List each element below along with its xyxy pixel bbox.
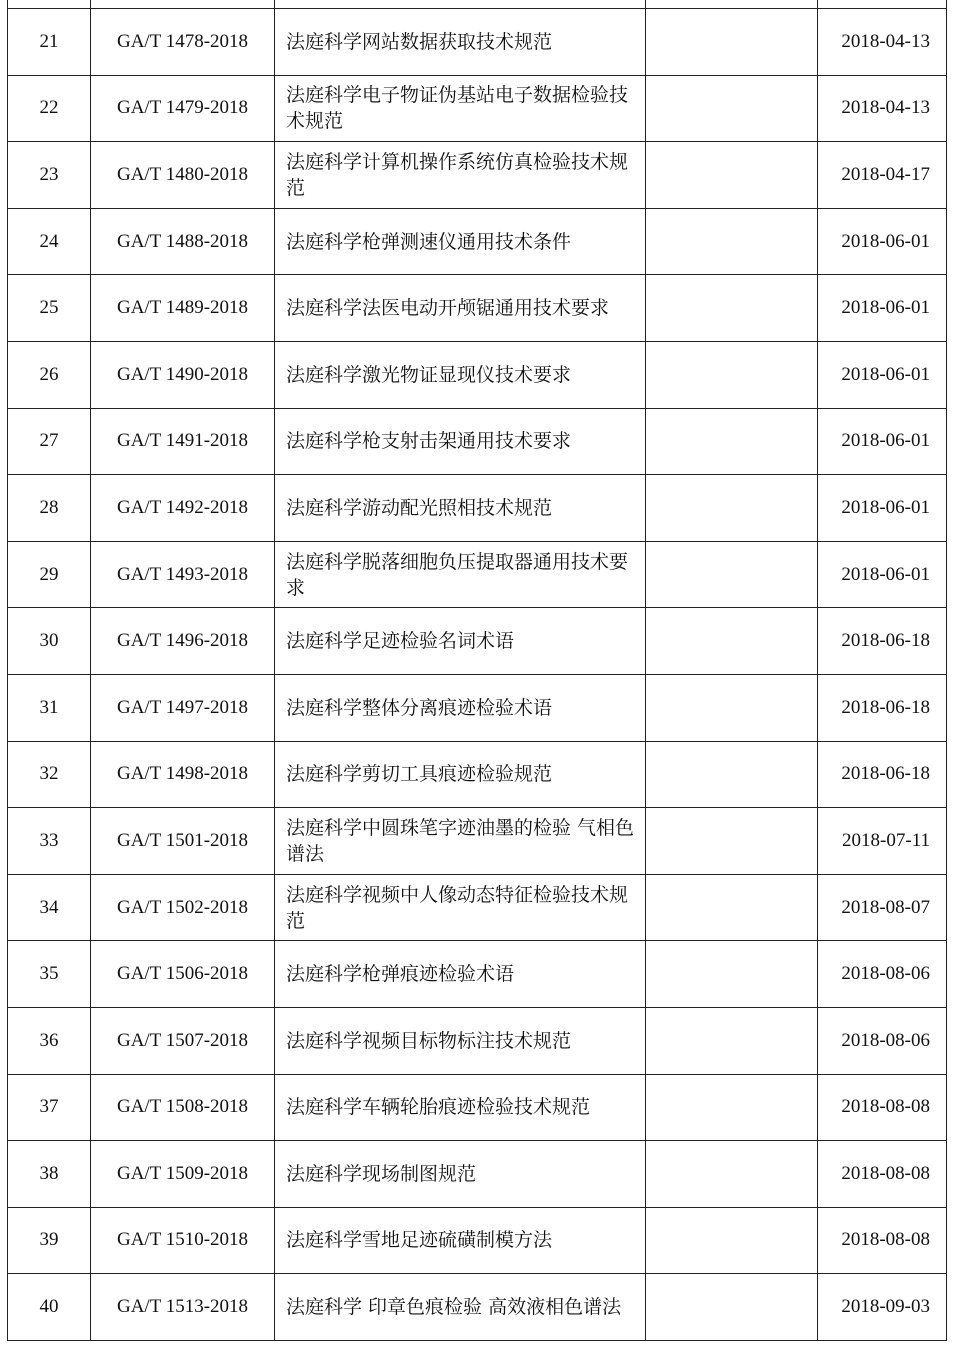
standard-date: 2018-06-18 — [818, 608, 947, 675]
row-number: 31 — [8, 674, 91, 741]
table-row — [8, 1274, 947, 1341]
standard-code: GA/T 1490-2018 — [91, 341, 275, 408]
standard-title: 法庭科学视频目标物标注技术规范 — [275, 1007, 646, 1074]
table-row — [8, 1007, 947, 1074]
standard-date: 2018-04-13 — [818, 9, 947, 76]
row-number: 35 — [8, 941, 91, 1008]
empty-cell — [646, 408, 818, 475]
empty-cell — [646, 475, 818, 542]
standard-title: 法庭科学剪切工具痕迹检验规范 — [275, 741, 646, 808]
standard-title: 法庭科学法医电动开颅锯通用技术要求 — [275, 275, 646, 342]
standard-title: 法庭科学枪弹痕迹检验术语 — [275, 941, 646, 1008]
empty-cell — [646, 275, 818, 342]
standard-code: GA/T 1513-2018 — [91, 1274, 275, 1341]
table-row — [8, 1141, 947, 1208]
table-row — [8, 9, 947, 76]
standard-date: 2018-06-01 — [818, 408, 947, 475]
standard-code: GA/T 1488-2018 — [91, 208, 275, 275]
standards-table-body — [8, 0, 947, 1340]
standard-title: 法庭科学激光物证显现仪技术要求 — [275, 341, 646, 408]
standard-date: 2018-04-17 — [818, 142, 947, 209]
row-number: 21 — [8, 9, 91, 76]
standard-title: 法庭科学足迹检验名词术语 — [275, 608, 646, 675]
standard-title: 法庭科学车辆轮胎痕迹检验技术规范 — [275, 1074, 646, 1141]
standard-title: 法庭科学计算机操作系统仿真检验技术规范 — [275, 142, 646, 209]
row-number: 34 — [8, 874, 91, 941]
empty-cell — [646, 1141, 818, 1208]
empty-cell — [646, 1274, 818, 1341]
row-number: 29 — [8, 541, 91, 608]
standard-title: 法庭科学枪弹测速仪通用技术条件 — [275, 208, 646, 275]
empty-cell — [646, 1007, 818, 1074]
standard-title: 法庭科学枪支射击架通用技术要求 — [275, 408, 646, 475]
table-row — [8, 408, 947, 475]
empty-cell — [646, 9, 818, 76]
standard-date: 2018-04-13 — [818, 75, 947, 142]
standard-date: 2018-06-01 — [818, 275, 947, 342]
row-number: 40 — [8, 1274, 91, 1341]
row-number: 23 — [8, 142, 91, 209]
standard-date: 2018-08-08 — [818, 1207, 947, 1274]
table-row — [8, 741, 947, 808]
table-row — [8, 541, 947, 608]
cell-top-edge — [8, 0, 91, 9]
standard-date: 2018-06-01 — [818, 475, 947, 542]
standard-title: 法庭科学 印章色痕检验 高效液相色谱法 — [275, 1274, 646, 1341]
empty-cell — [646, 608, 818, 675]
table-row — [8, 142, 947, 209]
standard-code: GA/T 1510-2018 — [91, 1207, 275, 1274]
standard-code: GA/T 1506-2018 — [91, 941, 275, 1008]
table-row — [8, 208, 947, 275]
standard-date: 2018-06-01 — [818, 341, 947, 408]
row-number: 33 — [8, 808, 91, 875]
standard-title: 法庭科学网站数据获取技术规范 — [275, 9, 646, 76]
table-row — [8, 941, 947, 1008]
table-row — [8, 674, 947, 741]
standard-title: 法庭科学中圆珠笔字迹油墨的检验 气相色谱法 — [275, 808, 646, 875]
standard-code: GA/T 1493-2018 — [91, 541, 275, 608]
table-row — [8, 808, 947, 875]
row-number: 38 — [8, 1141, 91, 1208]
empty-cell — [646, 142, 818, 209]
standard-code: GA/T 1489-2018 — [91, 275, 275, 342]
table-row — [8, 1207, 947, 1274]
empty-cell — [646, 674, 818, 741]
row-number: 39 — [8, 1207, 91, 1274]
standard-code: GA/T 1498-2018 — [91, 741, 275, 808]
standard-date: 2018-06-18 — [818, 674, 947, 741]
standard-title: 法庭科学现场制图规范 — [275, 1141, 646, 1208]
standard-code: GA/T 1496-2018 — [91, 608, 275, 675]
standard-date: 2018-06-01 — [818, 541, 947, 608]
standard-title: 法庭科学整体分离痕迹检验术语 — [275, 674, 646, 741]
cell-top-edge — [646, 0, 818, 9]
standard-title: 法庭科学视频中人像动态特征检验技术规范 — [275, 874, 646, 941]
cell-top-edge — [91, 0, 275, 9]
row-number: 30 — [8, 608, 91, 675]
standard-code: GA/T 1507-2018 — [91, 1007, 275, 1074]
table-row — [8, 1074, 947, 1141]
empty-cell — [646, 541, 818, 608]
table-row — [8, 275, 947, 342]
standard-code: GA/T 1508-2018 — [91, 1074, 275, 1141]
standard-date: 2018-08-08 — [818, 1074, 947, 1141]
standard-code: GA/T 1479-2018 — [91, 75, 275, 142]
standard-code: GA/T 1491-2018 — [91, 408, 275, 475]
standard-date: 2018-08-07 — [818, 874, 947, 941]
standard-title: 法庭科学游动配光照相技术规范 — [275, 475, 646, 542]
standard-title: 法庭科学电子物证伪基站电子数据检验技术规范 — [275, 75, 646, 142]
standard-code: GA/T 1480-2018 — [91, 142, 275, 209]
standard-code: GA/T 1492-2018 — [91, 475, 275, 542]
standards-table — [7, 0, 947, 1341]
standard-date: 2018-08-08 — [818, 1141, 947, 1208]
standard-date: 2018-09-03 — [818, 1274, 947, 1341]
row-number: 24 — [8, 208, 91, 275]
standard-date: 2018-06-18 — [818, 741, 947, 808]
standard-date: 2018-07-11 — [818, 808, 947, 875]
cell-top-edge — [818, 0, 947, 9]
empty-cell — [646, 741, 818, 808]
standard-code: GA/T 1478-2018 — [91, 9, 275, 76]
standard-code: GA/T 1497-2018 — [91, 674, 275, 741]
standard-date: 2018-06-01 — [818, 208, 947, 275]
cell-top-edge — [275, 0, 646, 9]
standard-title: 法庭科学雪地足迹硫磺制模方法 — [275, 1207, 646, 1274]
empty-cell — [646, 208, 818, 275]
empty-cell — [646, 808, 818, 875]
standard-title: 法庭科学脱落细胞负压提取器通用技术要求 — [275, 541, 646, 608]
standard-date: 2018-08-06 — [818, 941, 947, 1008]
row-number: 25 — [8, 275, 91, 342]
row-number: 28 — [8, 475, 91, 542]
row-number: 26 — [8, 341, 91, 408]
table-row — [8, 75, 947, 142]
table-row — [8, 874, 947, 941]
table-row — [8, 341, 947, 408]
empty-cell — [646, 874, 818, 941]
row-number: 27 — [8, 408, 91, 475]
row-number: 32 — [8, 741, 91, 808]
standard-code: GA/T 1502-2018 — [91, 874, 275, 941]
standard-date: 2018-08-06 — [818, 1007, 947, 1074]
empty-cell — [646, 75, 818, 142]
table-row — [8, 475, 947, 542]
standard-code: GA/T 1501-2018 — [91, 808, 275, 875]
empty-cell — [646, 1074, 818, 1141]
empty-cell — [646, 941, 818, 1008]
empty-cell — [646, 341, 818, 408]
row-number: 36 — [8, 1007, 91, 1074]
row-number: 22 — [8, 75, 91, 142]
standard-code: GA/T 1509-2018 — [91, 1141, 275, 1208]
table-row-top-edge — [8, 0, 947, 9]
empty-cell — [646, 1207, 818, 1274]
row-number: 37 — [8, 1074, 91, 1141]
table-row — [8, 608, 947, 675]
